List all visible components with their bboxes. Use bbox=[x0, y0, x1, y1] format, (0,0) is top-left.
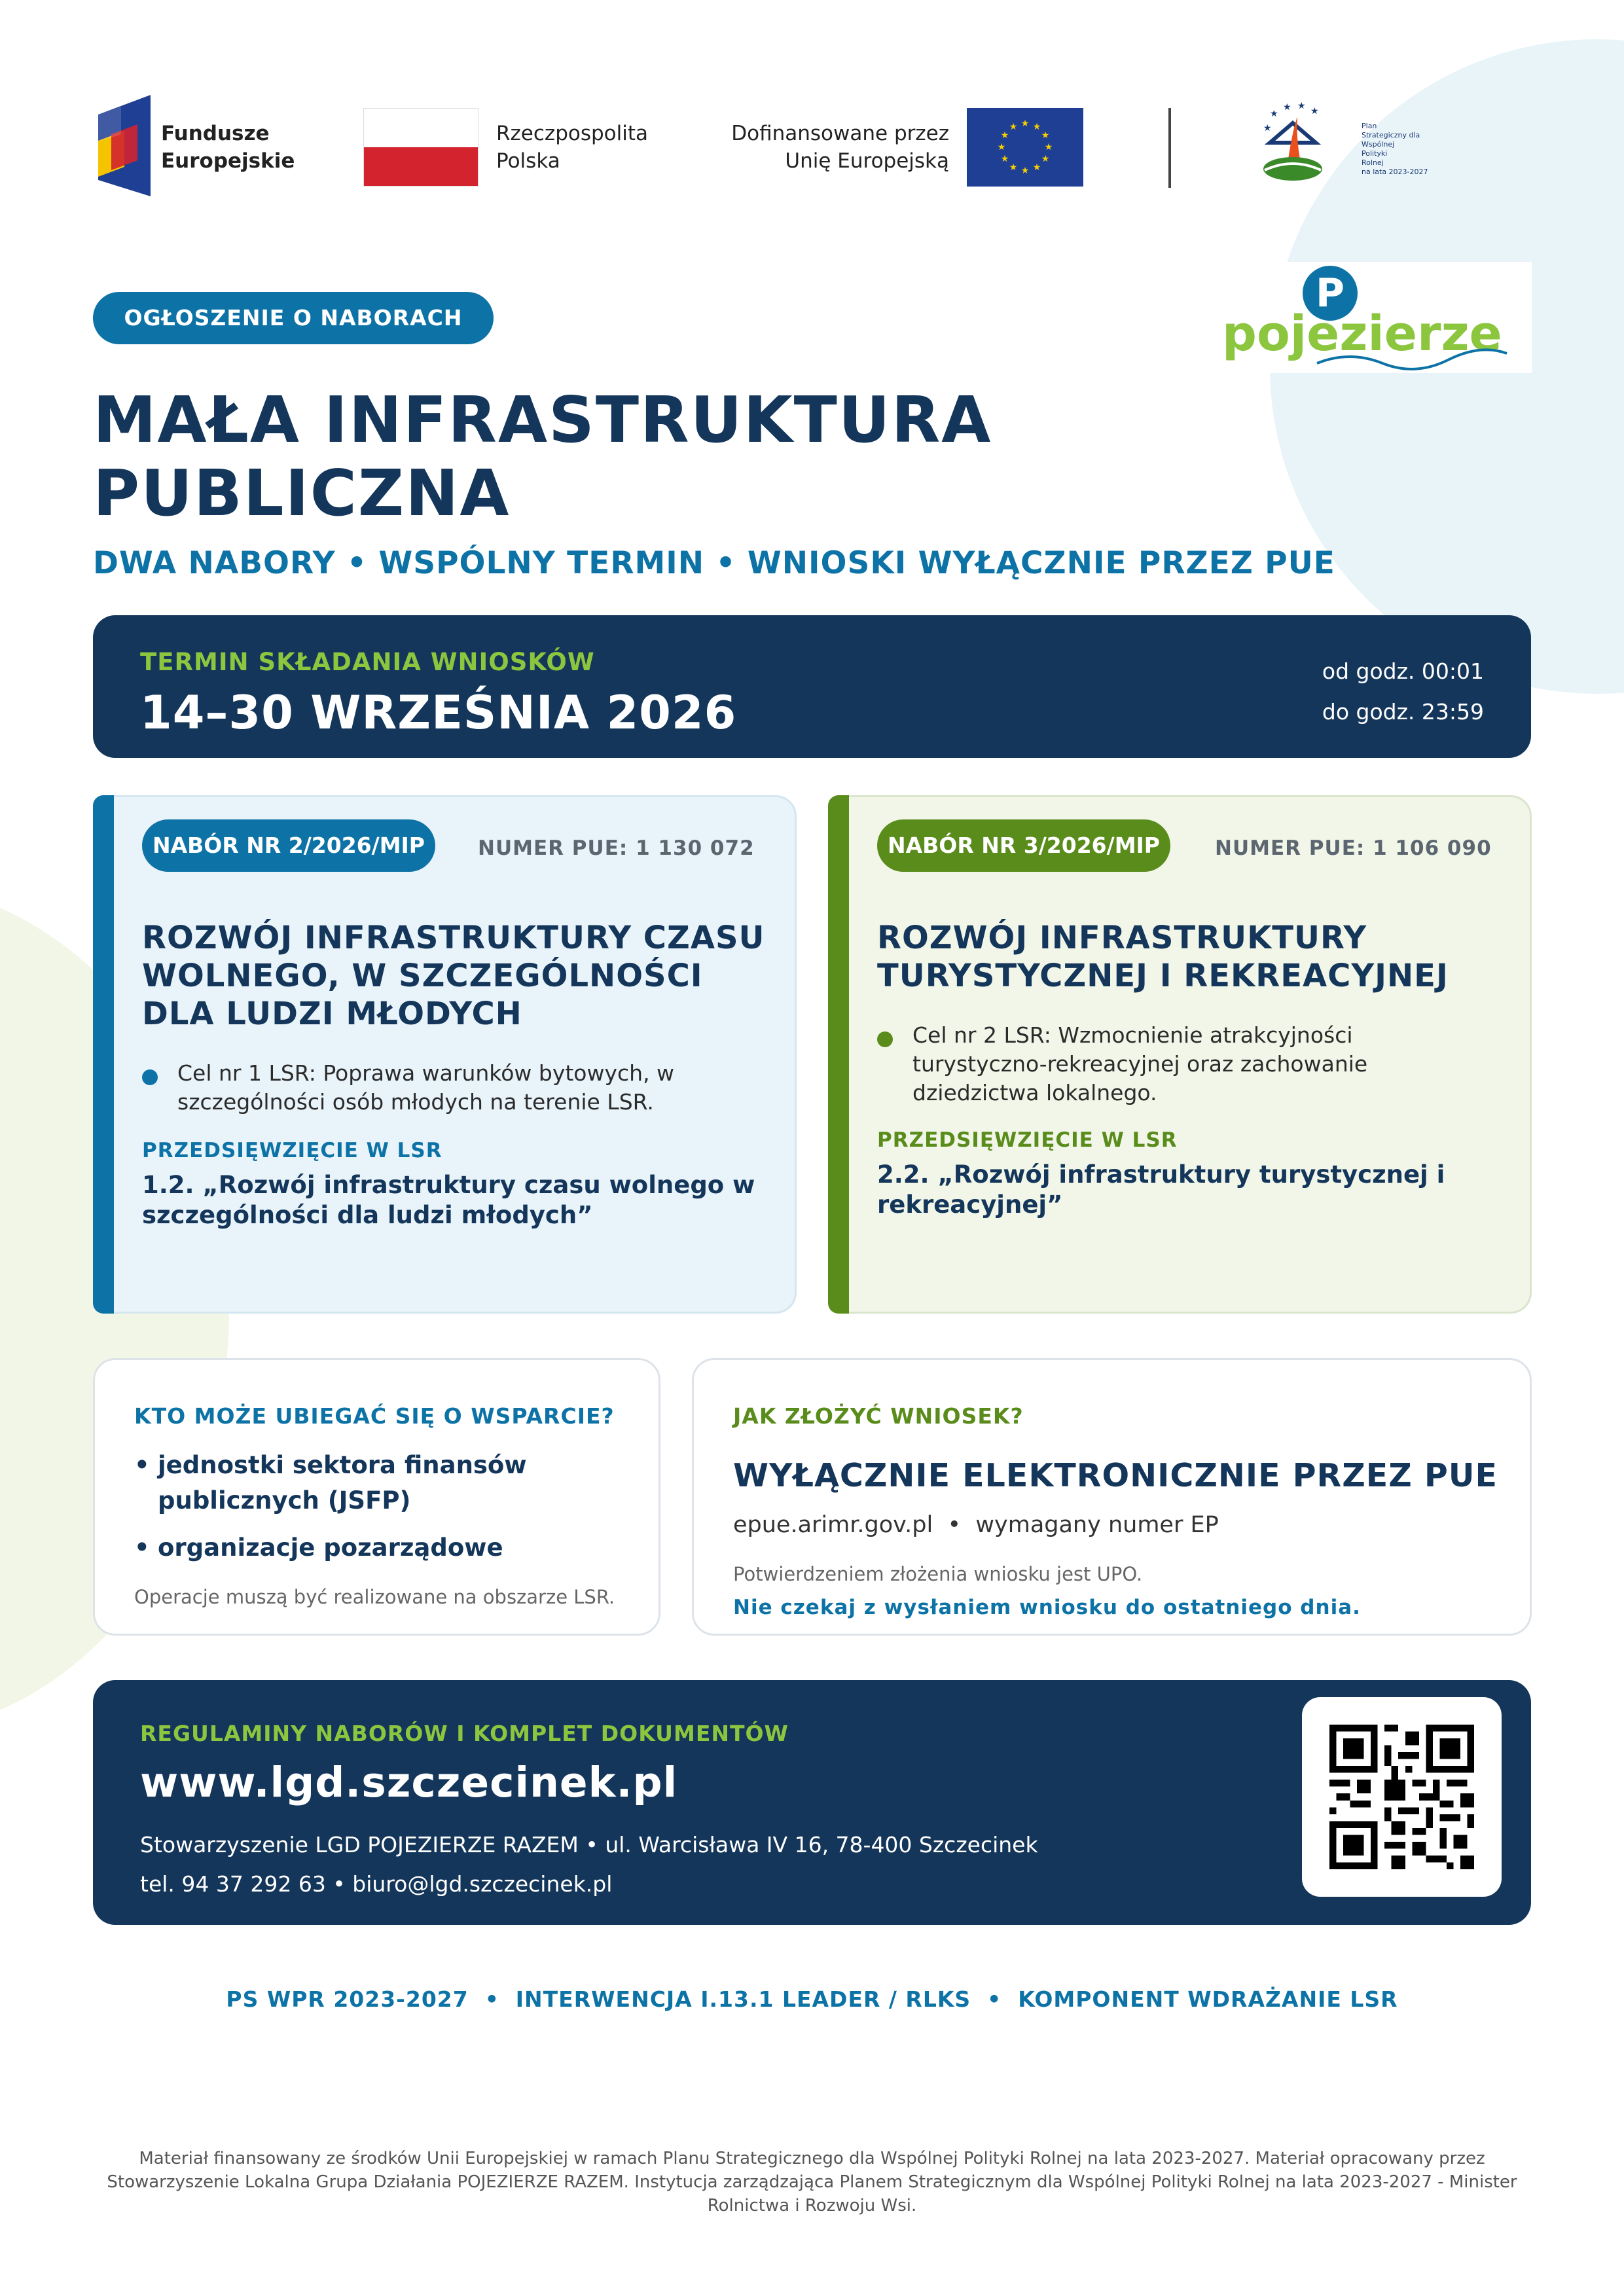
nabor-card-3 bbox=[828, 795, 1532, 1314]
fundusze-europejskie-logo-icon bbox=[92, 95, 151, 196]
svg-text:★: ★ bbox=[1032, 122, 1041, 132]
title-line-2: PUBLICZNA bbox=[93, 456, 511, 530]
program-line: PS WPR 2023-2027 • INTERWENCJA I.13.1 LEADER / RLKS • KOMPONENT WDRAŻANIE LSR bbox=[226, 1986, 1398, 2012]
page-subtitle: DWA NABORY • WSPÓLNY TERMIN • WNIOSKI WYŁĄCZNIE PRZEZ PUE bbox=[93, 545, 1335, 581]
documents-box bbox=[93, 1680, 1531, 1925]
przedsiewziecie-label: PRZEDSIĘWZIĘCIE W LSR bbox=[877, 1128, 1178, 1152]
plan-strategiczny-logo-icon bbox=[1257, 97, 1329, 188]
qr-code[interactable] bbox=[1302, 1697, 1502, 1897]
page-title bbox=[93, 384, 992, 530]
eligibility-heading: KTO MOŻE UBIEGAĆ SIĘ O WSPARCIE? bbox=[134, 1403, 615, 1429]
svg-text:★: ★ bbox=[1283, 102, 1291, 113]
polish-flag-icon bbox=[363, 108, 478, 187]
announcement-badge: OGŁOSZENIE O NABORACH bbox=[93, 292, 494, 344]
website-link[interactable]: www.lgd.szczecinek.pl bbox=[140, 1759, 678, 1806]
deadline-end-time: do godz. 23:59 bbox=[1322, 699, 1484, 725]
deadline-date: 14–30 WRZEŚNIA 2026 bbox=[140, 686, 737, 740]
svg-text:★: ★ bbox=[1020, 166, 1030, 176]
svg-text:★: ★ bbox=[1009, 122, 1018, 132]
przedsiewziecie-label: PRZEDSIĘWZIĘCIE W LSR bbox=[142, 1139, 442, 1162]
eligibility-box bbox=[93, 1358, 660, 1636]
eu-flag-icon bbox=[967, 108, 1083, 187]
deadline-label: TERMIN SKŁADANIA WNIOSKÓW bbox=[140, 648, 595, 676]
przedsiewziecie-text: 1.2. „Rozwój infrastruktury czasu wolnego w szczególności dla ludzi młodych” bbox=[142, 1171, 755, 1229]
how-to-apply-heading: JAK ZŁOŻYĆ WNIOSEK? bbox=[733, 1403, 1024, 1429]
svg-text:★: ★ bbox=[1270, 109, 1278, 119]
pue-number: NUMER PUE: 1 130 072 bbox=[478, 836, 755, 860]
svg-text:★: ★ bbox=[1297, 101, 1306, 111]
eligibility-item: • jednostki sektora finansów publicznych (JSFP) bbox=[134, 1448, 605, 1518]
nabor-number-pill: NABÓR NR 3/2026/MIP bbox=[877, 819, 1170, 872]
svg-text:★: ★ bbox=[1041, 154, 1050, 164]
fundusze-europejskie-label: Fundusze Europejskie bbox=[161, 122, 295, 173]
rzeczpospolita-label: Rzeczpospolita Polska bbox=[496, 122, 649, 173]
svg-text:★: ★ bbox=[1000, 154, 1009, 164]
eligibility-list bbox=[134, 1448, 605, 1577]
deadline-start-time: od godz. 00:01 bbox=[1322, 658, 1484, 684]
svg-text:★: ★ bbox=[1020, 118, 1030, 129]
svg-text:★: ★ bbox=[997, 142, 1006, 152]
svg-text:★: ★ bbox=[1310, 106, 1319, 117]
svg-text:pojezierze: pojezierze bbox=[1222, 306, 1502, 362]
submission-method: WYŁĄCZNIE ELEKTRONICZNIE PRZEZ PUE bbox=[733, 1457, 1498, 1494]
how-to-apply-box bbox=[692, 1358, 1532, 1636]
qr-code-icon bbox=[1329, 1725, 1474, 1869]
documents-label: REGULAMINY NABORÓW I KOMPLET DOKUMENTÓW bbox=[140, 1721, 789, 1746]
nabor-card-2 bbox=[93, 795, 797, 1314]
eu-cofinancing-label: Dofinansowane przez Unię Europejską bbox=[731, 122, 949, 173]
lsr-goal-text: Cel nr 2 LSR: Wzmocnienie atrakcyjności turystyczno-rekreacyjnej oraz zachowanie dziedzictwa lokalnego. bbox=[912, 1022, 1368, 1105]
pue-url-line: epue.arimr.gov.pl • wymagany numer EP bbox=[733, 1512, 1219, 1538]
przedsiewziecie-text: 2.2. „Rozwój infrastruktury turystycznej i rekreacyjnej” bbox=[877, 1160, 1445, 1219]
nabor-number-pill: NABÓR NR 2/2026/MIP bbox=[142, 819, 435, 872]
card-accent-bar bbox=[93, 795, 114, 1314]
deadline-warning: Nie czekaj z wysłaniem wniosku do ostatniego dnia. bbox=[733, 1596, 1361, 1619]
svg-text:★: ★ bbox=[1009, 162, 1018, 173]
svg-text:P: P bbox=[1316, 270, 1344, 316]
pojezierze-razem-logo bbox=[1219, 262, 1532, 373]
svg-text:★: ★ bbox=[1041, 130, 1050, 141]
nabor-title: ROZWÓJ INFRASTRUKTURY TURYSTYCZNEJ I REKREACYJNEJ bbox=[877, 920, 1449, 994]
lsr-goal-text: Cel nr 1 LSR: Poprawa warunków bytowych, w szczególności osób młodych na terenie LSR. bbox=[177, 1060, 675, 1115]
title-line-1: MAŁA INFRASTRUKTURA bbox=[93, 383, 992, 457]
svg-text:★: ★ bbox=[1044, 142, 1053, 152]
bullet-dot-icon bbox=[142, 1069, 158, 1085]
plan-strategiczny-label: Plan Strategiczny dla Wspólnej Polityki Rolnej na lata 2023-2027 bbox=[1362, 122, 1428, 176]
organization-address: Stowarzyszenie LGD POJEZIERZE RAZEM • ul. Warcisława IV 16, 78-400 Szczecinek bbox=[140, 1832, 1038, 1857]
svg-text:★: ★ bbox=[1000, 130, 1009, 141]
upo-confirmation-note: Potwierdzeniem złożenia wniosku jest UPO. bbox=[733, 1563, 1143, 1585]
logo-separator bbox=[1168, 108, 1171, 188]
legal-disclaimer: Materiał finansowany ze środków Unii Europejskiej w ramach Planu Strategicznego dla Wspólnej Polityki Rolnej na lata 2023-2027. Materiał opracowany przez Stowarzyszenie Lokalna Grupa Działania POJEZIERZE RAZEM. Instytucja zarządzająca Planem Strategicznym dla Wspólnej Polityki Rolnej na lata 2023-2027 - Minister Rolnictwa i Rozwoju Wsi. bbox=[107, 2149, 1517, 2215]
eligibility-item: • organizacje pozarządowe bbox=[134, 1530, 605, 1566]
contact-info: tel. 94 37 292 63 • biuro@lgd.szczecinek.pl bbox=[140, 1871, 613, 1897]
deadline-banner bbox=[93, 615, 1531, 758]
svg-text:★: ★ bbox=[1263, 123, 1272, 134]
svg-text:★: ★ bbox=[1032, 162, 1041, 173]
bullet-dot-icon bbox=[877, 1031, 893, 1047]
card-accent-bar bbox=[828, 795, 849, 1314]
nabor-title: ROZWÓJ INFRASTRUKTURY CZASU WOLNEGO, W SZCZEGÓLNOŚCI DLA LUDZI MŁODYCH bbox=[142, 920, 765, 1032]
eligibility-note: Operacje muszą być realizowane na obszarze LSR. bbox=[134, 1586, 615, 1608]
pue-number: NUMER PUE: 1 106 090 bbox=[1215, 836, 1492, 860]
